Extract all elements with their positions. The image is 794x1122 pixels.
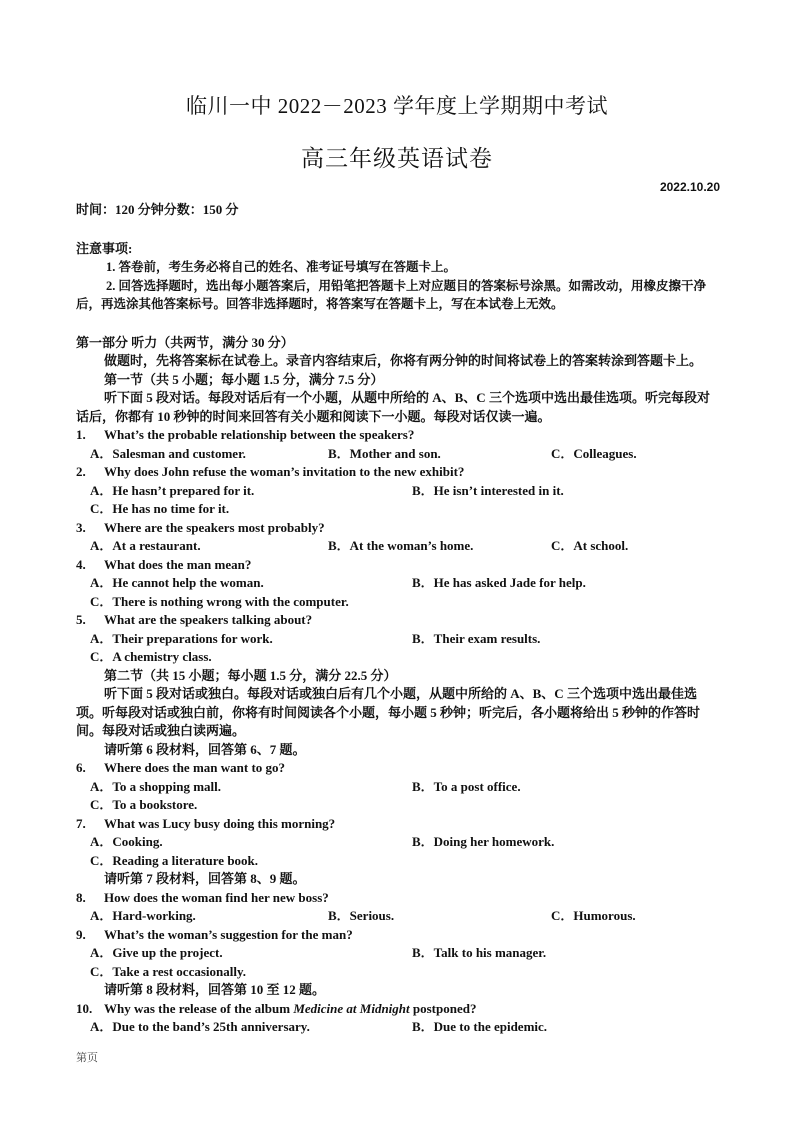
option-c: C．Colleagues. [551,445,637,461]
question-4-options [76,574,720,593]
question-text: What does the man mean? [104,556,252,572]
question-9-options [76,944,720,963]
question-5 [76,611,720,630]
question-number: 3. [76,519,86,535]
option-a: A．Give up the project. [90,945,223,960]
option-c: C．There is nothing wrong with the computer. [90,593,349,609]
question-number: 10. [76,1000,93,1016]
exam-subtitle: 高三年级英语试卷 [301,146,493,171]
material-6-instruction: 请听第 6 段材料，回答第 6、7 题。 [104,741,306,757]
note-item-2: 2. 回答选择题时，选出每小题答案后，用铅笔把答题卡上对应题目的答案标号涂黑。如需改动，用橡皮擦干净后，再选涂其他答案标号。回答非选择题时，将答案写在答题卡上，写在本试卷上无效。 [76,278,707,311]
section2-instruction: 听下面 5 段对话或独白。每段对话或独白后有几个小题，从题中所给的 A、B、C 三个选项中选出最佳选项。听每段对话或独白前，你将有时间阅读各个小题，每小题 5 秒钟；听完后，各小题将给出 5 秒钟的作答时间。每段对话或独白读两遍。 [76,686,701,738]
section1-heading: 第一节（共 5 小题；每小题 1.5 分，满分 7.5 分） [104,371,384,387]
option-c: C．Humorous. [551,908,636,923]
option-a: A．He hasn’t prepared for it. [90,482,255,498]
option-b: B．Mother and son. [328,445,441,461]
question-2 [76,463,720,482]
question-7-options [76,833,720,852]
question-8-options [76,907,720,926]
question-text-end: postponed? [409,1000,477,1016]
option-b: B．Due to the epidemic. [412,1019,548,1034]
material-8-instruction: 请听第 8 段材料，回答第 10 至 12 题。 [104,982,326,997]
option-b: B．He has asked Jade for help. [412,575,586,590]
option-c: C．At school. [551,538,629,553]
exam-date: 2022.10.20 [659,180,720,194]
question-6 [76,759,720,778]
option-b: B．To a post office. [412,778,521,794]
exam-title: 临川一中 2022－2023 学年度上学期期中考试 [186,94,608,118]
option-b: B．At the woman’s home. [328,538,474,553]
exam-content [76,201,720,1037]
option-a: A．At a restaurant. [90,538,201,553]
option-c: C．Take a rest occasionally. [90,963,247,979]
question-7 [76,815,720,834]
album-title: Medicine at Midnight [293,1000,410,1016]
question-1-options [76,445,720,464]
option-a: A．Salesman and customer. [90,445,246,461]
question-3 [76,519,720,538]
page-footer: 第页 [76,1052,98,1064]
question-5-options [76,630,720,649]
question-10-options [76,1018,720,1037]
question-text-start: Why was the release of the album [104,1000,294,1016]
option-a: A．To a shopping mall. [90,778,222,794]
section1-instruction: 听下面 5 段对话。每段对话后有一个小题，从题中所给的 A、B、C 三个选项中选出最佳选项。听完每段对话后，你都有 10 秒钟的时间来回答有关小题和阅读下一小题。每段对话仅读一遍。 [76,390,710,424]
question-number: 2. [76,464,86,479]
option-a: A．Their preparations for work. [90,630,273,646]
question-9 [76,926,720,945]
question-number: 8. [76,889,86,905]
question-2-options [76,482,720,501]
question-3-options [76,537,720,556]
option-c: C．He has no time for it. [90,501,230,516]
option-a: A．Cooking. [90,834,163,849]
option-b: B．Talk to his manager. [412,945,547,960]
question-text: What’s the woman’s suggestion for the man? [104,926,353,942]
time-score-line: 时间：120 分钟分数：150 分 [76,202,239,217]
material-7-instruction: 请听第 7 段材料，回答第 8、9 题。 [104,871,306,886]
question-text: Where does the man want to go? [104,760,286,775]
option-a: A．Hard-working. [90,908,196,923]
question-text: Where are the speakers most probably? [104,519,325,535]
section2-heading: 第二节（共 15 小题；每小题 1.5 分，满分 22.5 分） [104,667,397,683]
option-c: C．A chemistry class. [90,649,212,664]
question-text: What are the speakers talking about? [104,612,313,627]
question-number: 1. [76,427,86,442]
option-c: C．Reading a literature book. [90,852,259,868]
question-6-options [76,778,720,797]
question-text: What was Lucy busy doing this morning? [104,815,336,831]
question-text: How does the woman find her new boss? [104,889,329,905]
question-number: 9. [76,926,86,942]
option-c: C．To a bookstore. [90,797,198,812]
part1-instruction: 做题时，先将答案标在试卷上。录音内容结束后，你将有两分钟的时间将试卷上的答案转涂到答题卡上。 [104,353,703,368]
part1-heading: 第一部分 听力（共两节，满分 30 分） [76,334,294,350]
question-number: 6. [76,760,86,775]
question-10 [76,1000,720,1019]
question-number: 5. [76,612,86,627]
question-text: What’s the probable relationship between the speakers? [104,427,415,442]
option-b: B．Serious. [328,908,395,923]
option-a: A．Due to the band’s 25th anniversary. [90,1019,310,1034]
option-b: B．Their exam results. [412,630,541,646]
note-item-1: 1. 答卷前，考生务必将自己的姓名、准考证号填写在答题卡上。 [106,260,457,274]
notes-heading: 注意事项: [76,240,133,256]
question-text: Why does John refuse the woman’s invitation to the new exhibit? [104,464,465,479]
question-4 [76,556,720,575]
option-b: B．He isn’t interested in it. [412,482,564,498]
question-1 [76,426,720,445]
option-b: B．Doing her homework. [412,834,555,849]
question-number: 4. [76,556,86,572]
question-8 [76,889,720,908]
question-text [104,1000,476,1019]
option-a: A．He cannot help the woman. [90,575,264,590]
question-number: 7. [76,815,86,831]
